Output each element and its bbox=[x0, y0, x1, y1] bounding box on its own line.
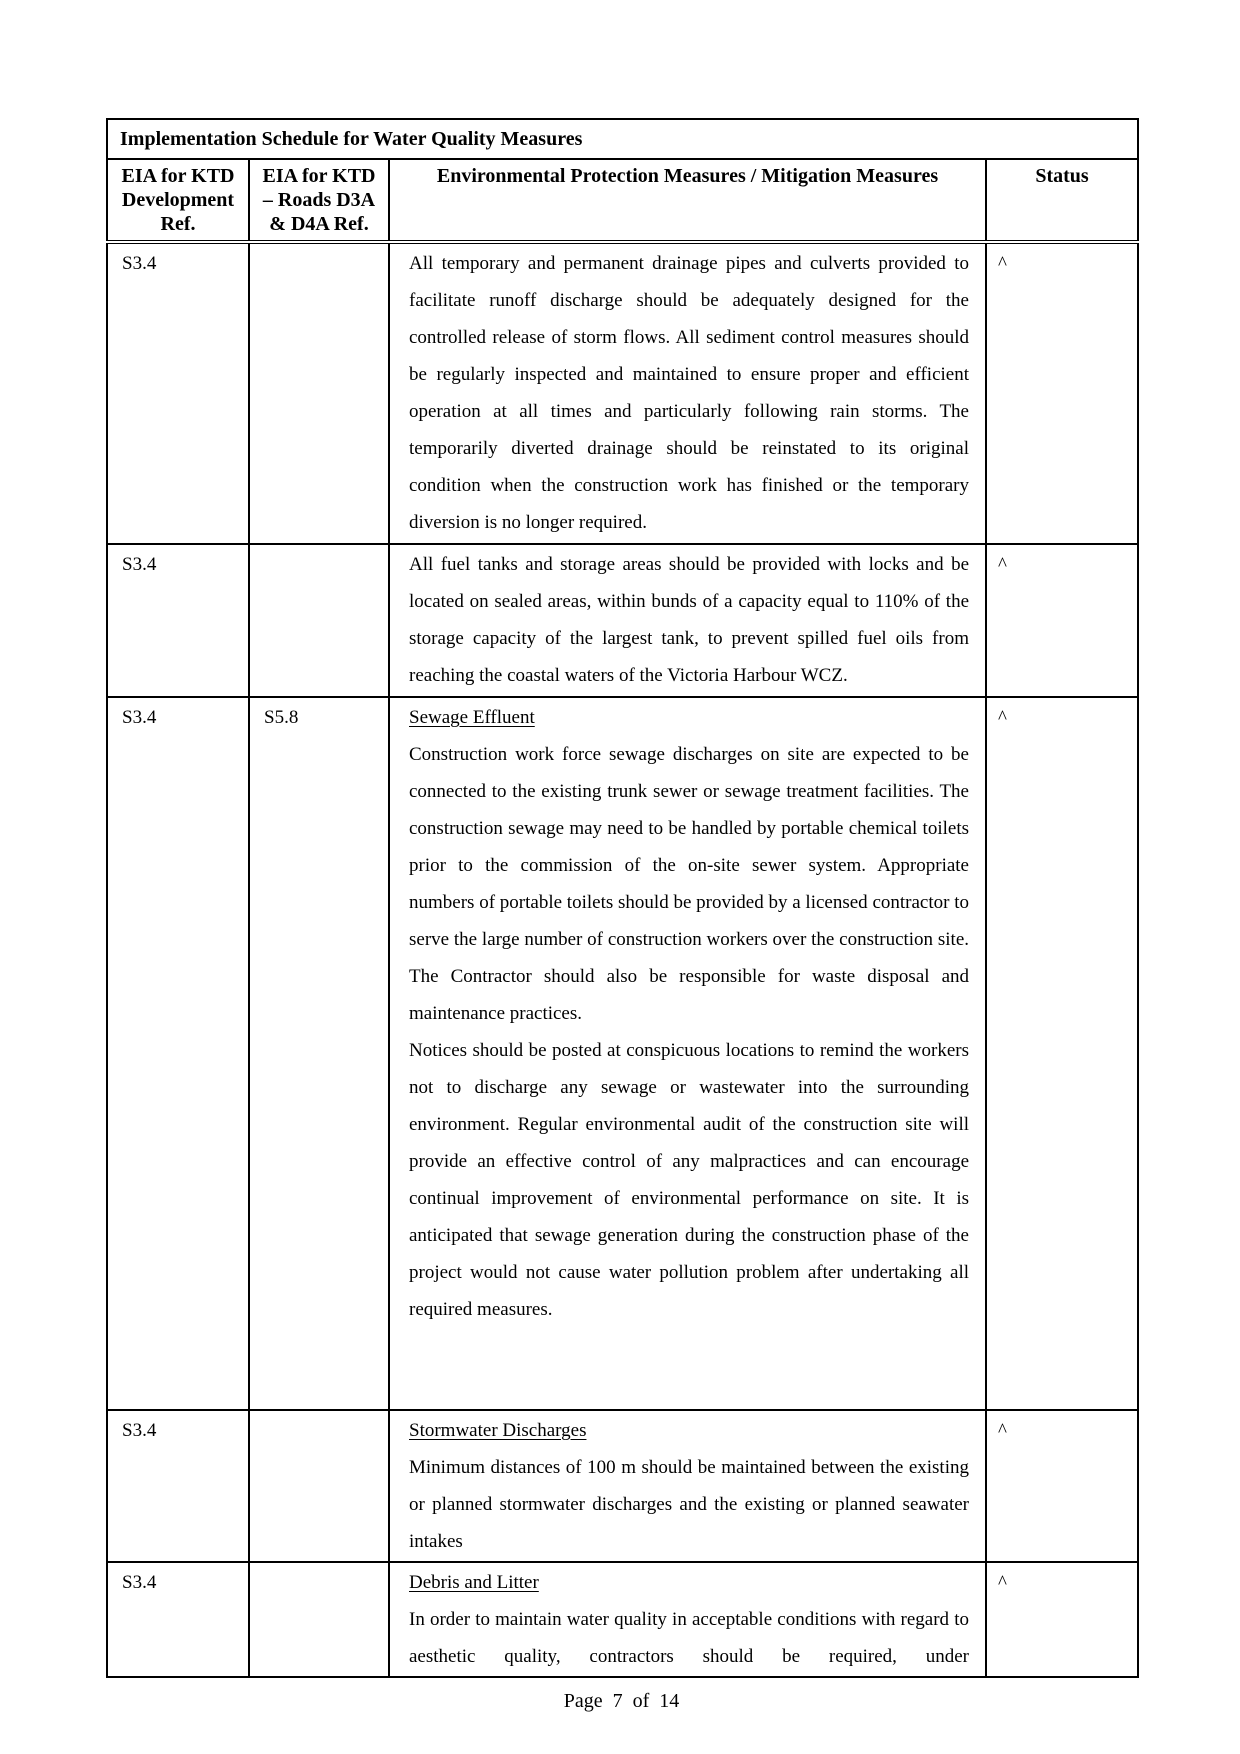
table-title-row bbox=[107, 119, 1138, 159]
status-cell: ^ bbox=[986, 242, 1138, 544]
measure-cell bbox=[389, 1562, 986, 1677]
roads-ref-cell bbox=[249, 544, 389, 697]
measure-cell bbox=[389, 544, 986, 697]
clipped-cell-content bbox=[409, 1564, 969, 1675]
column-header-status: Status bbox=[986, 159, 1138, 242]
table-row bbox=[107, 697, 1138, 1410]
header-line: Ref. bbox=[160, 213, 196, 235]
eia-ktd-ref-cell: S3.4 bbox=[107, 242, 249, 544]
status-cell: ^ bbox=[986, 1562, 1138, 1677]
column-header-mitigation-measures: Environmental Protection Measures / Mitigation Measures bbox=[389, 159, 986, 242]
measure-heading: Sewage Effluent bbox=[409, 707, 535, 728]
measure-cell bbox=[389, 697, 986, 1410]
measure-heading: Stormwater Discharges bbox=[409, 1420, 587, 1441]
measure-heading: Debris and Litter bbox=[409, 1572, 539, 1593]
header-line: Development bbox=[121, 189, 235, 211]
header-line: & D4A Ref. bbox=[269, 213, 369, 235]
measure-paragraph: In order to maintain water quality in acceptable conditions with regard to aesthetic quality, contractors should be required, under bbox=[409, 1609, 969, 1667]
eia-ktd-ref-cell: S3.4 bbox=[107, 1562, 249, 1677]
table-row bbox=[107, 544, 1138, 697]
page-number: Page 7 of 14 bbox=[563, 1690, 680, 1712]
eia-ktd-ref-cell: S3.4 bbox=[107, 544, 249, 697]
measure-paragraph: Construction work force sewage discharges on site are expected to be connected to the existing trunk sewer or sewage treatment facilities. The construction sewage may need to be handled by portable chemical toilets prior to the commission of the on-site sewer system. Appropriate numbers of portable toilets should be provided by a licensed contractor to serve the large number of construction workers over the construction site. The Contractor should also be responsible for waste disposal and maintenance practices. bbox=[409, 744, 969, 1024]
header-line: EIA for KTD bbox=[262, 165, 376, 187]
eia-ktd-ref-cell: S3.4 bbox=[107, 697, 249, 1410]
table-row bbox=[107, 1562, 1138, 1677]
roads-ref-cell bbox=[249, 1562, 389, 1677]
roads-ref-cell bbox=[249, 1410, 389, 1562]
measure-paragraph: All temporary and permanent drainage pipes and culverts provided to facilitate runoff discharge should be adequately designed for the controlled release of storm flows. All sediment control measures should be regularly inspected and maintained to ensure proper and efficient operation at all times and particularly following rain storms. The temporarily diverted drainage should be reinstated to its original condition when the construction work has finished or the temporary diversion is no longer required. bbox=[409, 253, 969, 533]
table-row bbox=[107, 1410, 1138, 1562]
column-header-eia-ktd-development-ref bbox=[107, 159, 249, 242]
eia-ktd-ref-cell: S3.4 bbox=[107, 1410, 249, 1562]
table-row bbox=[107, 242, 1138, 544]
table-header-row bbox=[107, 159, 1138, 242]
measure-cell bbox=[389, 242, 986, 544]
header-line: – Roads D3A bbox=[262, 189, 376, 211]
measure-paragraph: Notices should be posted at conspicuous locations to remind the workers not to discharge any sewage or wastewater into the surrounding environment. Regular environmental audit of the construction site will provide an effective control of any malpractices and can encourage continual improvement of environmental performance on site. It is anticipated that sewage generation during the construction phase of the project would not cause water pollution problem after undertaking all required measures. bbox=[409, 1040, 969, 1320]
table-title: Implementation Schedule for Water Quality Measures bbox=[107, 119, 1138, 159]
roads-ref-cell: S5.8 bbox=[249, 697, 389, 1410]
status-cell: ^ bbox=[986, 697, 1138, 1410]
header-line: EIA for KTD bbox=[121, 165, 235, 187]
measure-cell bbox=[389, 1410, 986, 1562]
status-cell: ^ bbox=[986, 1410, 1138, 1562]
column-header-eia-ktd-roads-ref bbox=[249, 159, 389, 242]
implementation-schedule-table bbox=[106, 118, 1139, 1678]
measure-paragraph: All fuel tanks and storage areas should be provided with locks and be located on sealed areas, within bunds of a capacity equal to 110% of the storage capacity of the largest tank, to prevent spilled fuel oils from reaching the coastal waters of the Victoria Harbour WCZ. bbox=[409, 554, 969, 686]
status-cell: ^ bbox=[986, 544, 1138, 697]
measure-paragraph: Minimum distances of 100 m should be maintained between the existing or planned stormwater discharges and the existing or planned seawater intakes bbox=[409, 1457, 969, 1552]
roads-ref-cell bbox=[249, 242, 389, 544]
